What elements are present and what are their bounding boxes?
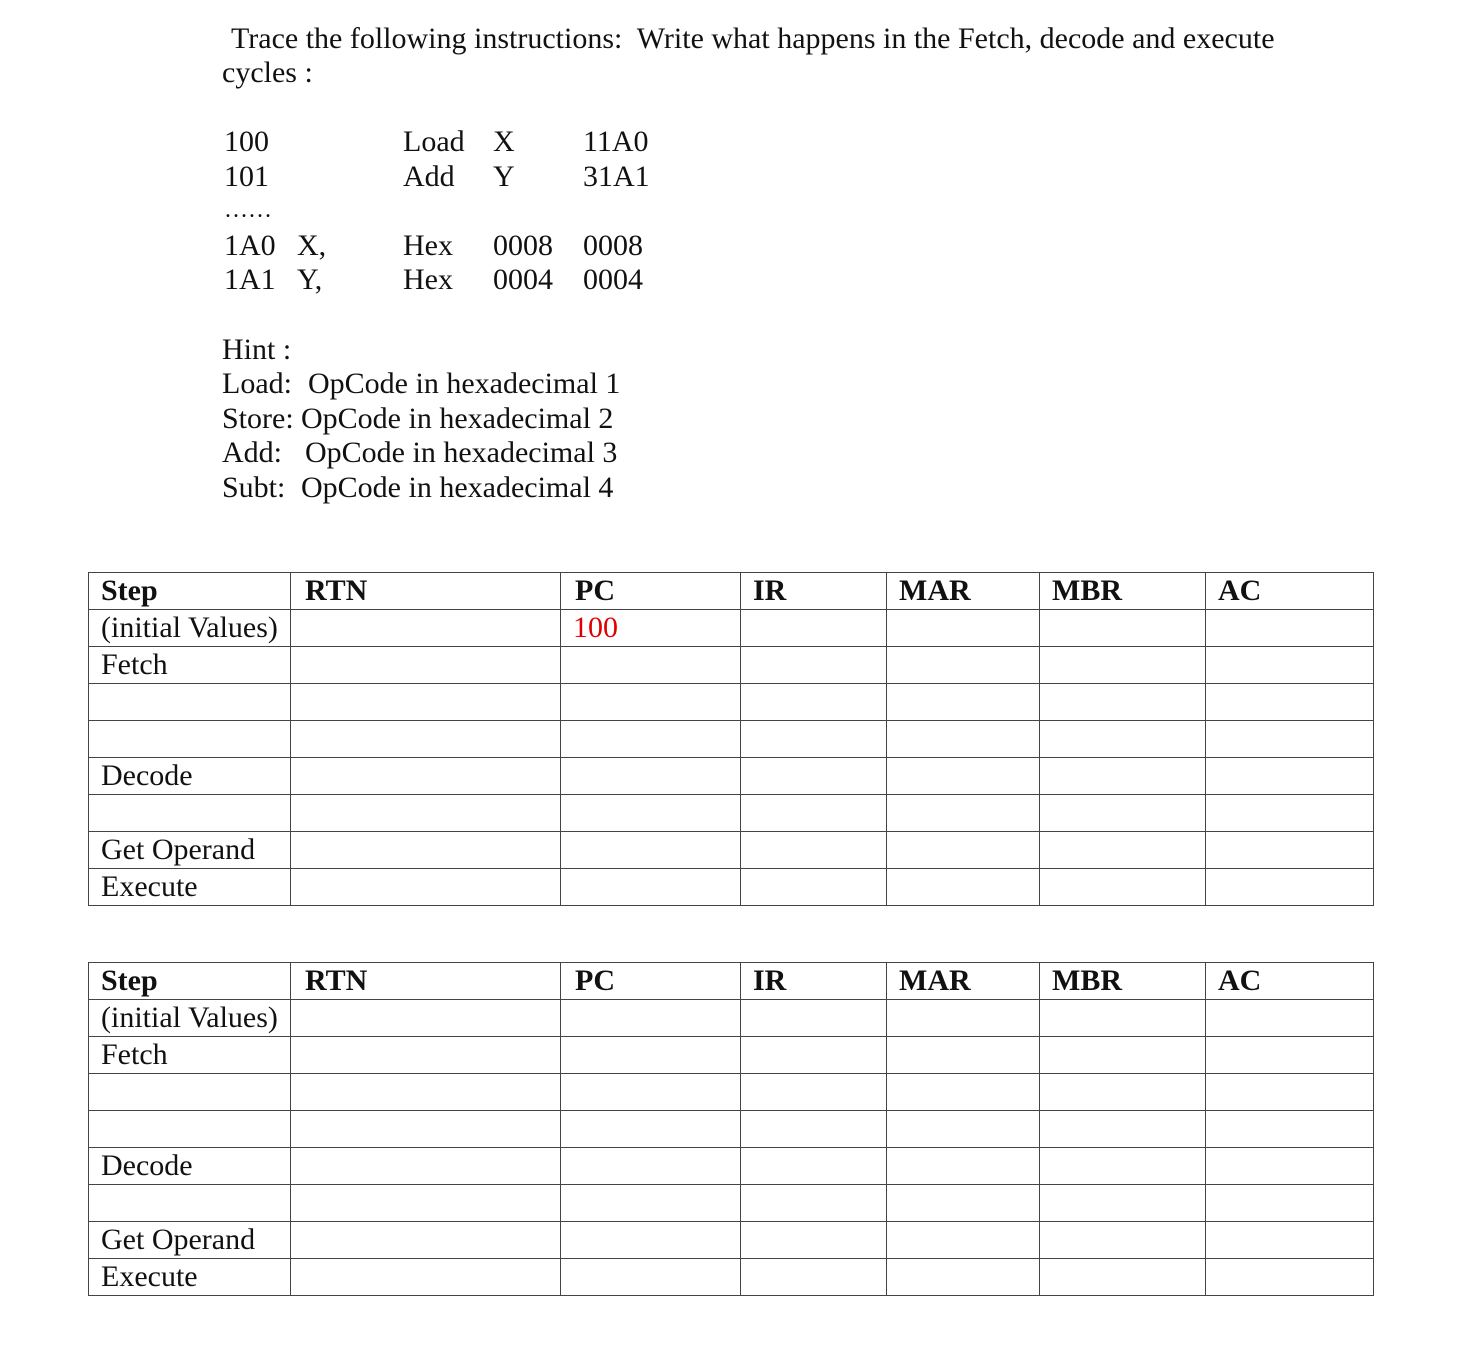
rtn-cell[interactable] (291, 1074, 561, 1111)
pc-cell[interactable] (561, 869, 741, 906)
table-row (89, 1037, 1374, 1074)
table-row (89, 869, 1374, 906)
hint-add-name: Add: (222, 436, 282, 469)
step-label: (initial Values) (89, 1000, 291, 1037)
mbr-cell[interactable] (1040, 869, 1206, 906)
data-label: Y, (297, 263, 323, 296)
ac-cell[interactable] (1206, 758, 1374, 795)
rtn-cell[interactable] (291, 684, 561, 721)
ac-cell[interactable] (1206, 684, 1374, 721)
hint-load-text: OpCode in hexadecimal 1 (308, 367, 621, 400)
mbr-cell[interactable] (1040, 1148, 1206, 1185)
ir-cell[interactable] (741, 795, 887, 832)
table-row (89, 832, 1374, 869)
step-label: Execute (89, 1259, 291, 1296)
data-code: 0008 (583, 229, 643, 262)
rtn-cell[interactable] (291, 795, 561, 832)
table-row (89, 684, 1374, 721)
program-ellipsis: …… (224, 197, 272, 223)
mbr-cell[interactable] (1040, 647, 1206, 684)
table-row (89, 1259, 1374, 1296)
step-label (89, 1185, 291, 1222)
pc-cell[interactable] (561, 795, 741, 832)
table-row (89, 1222, 1374, 1259)
col-header-rtn: RTN (291, 573, 561, 610)
hint-store-name: Store: (222, 402, 294, 435)
ir-cell[interactable] (741, 832, 887, 869)
ir-cell[interactable] (741, 684, 887, 721)
step-label: Decode (89, 1148, 291, 1185)
step-label (89, 1111, 291, 1148)
ac-cell[interactable] (1206, 1259, 1374, 1296)
mar-cell[interactable] (887, 610, 1040, 647)
step-label (89, 684, 291, 721)
ir-cell[interactable] (741, 1259, 887, 1296)
mar-cell[interactable] (887, 684, 1040, 721)
mar-cell[interactable] (887, 1259, 1040, 1296)
mar-cell[interactable] (887, 758, 1040, 795)
pc-cell[interactable] (561, 1000, 741, 1037)
step-label (89, 721, 291, 758)
hint-add-text: OpCode in hexadecimal 3 (305, 436, 618, 469)
ir-cell[interactable] (741, 1222, 887, 1259)
step-label (89, 1074, 291, 1111)
ir-cell[interactable] (741, 1037, 887, 1074)
rtn-cell[interactable] (291, 721, 561, 758)
ir-cell[interactable] (741, 610, 887, 647)
table-header-row (89, 963, 1374, 1000)
data-code: 0004 (583, 263, 643, 296)
pc-cell[interactable] (561, 721, 741, 758)
mbr-cell[interactable] (1040, 1185, 1206, 1222)
hint-subt-text: OpCode in hexadecimal 4 (301, 471, 614, 504)
mbr-cell[interactable] (1040, 1000, 1206, 1037)
ac-cell[interactable] (1206, 1037, 1374, 1074)
table-row (89, 758, 1374, 795)
col-header-ac: AC (1206, 963, 1374, 1000)
table-row (89, 1111, 1374, 1148)
col-header-ir: IR (741, 963, 887, 1000)
col-header-mar: MAR (887, 963, 1040, 1000)
rtn-cell[interactable] (291, 647, 561, 684)
col-header-ac: AC (1206, 573, 1374, 610)
program-code: 11A0 (583, 125, 649, 158)
ac-cell[interactable] (1206, 610, 1374, 647)
instructions-heading-line2: cycles : (222, 56, 313, 89)
table-row (89, 610, 1374, 647)
mar-cell[interactable] (887, 869, 1040, 906)
trace-table-1 (88, 572, 1374, 906)
mar-cell[interactable] (887, 1222, 1040, 1259)
col-header-step: Step (89, 963, 291, 1000)
col-header-rtn: RTN (291, 963, 561, 1000)
col-header-mar: MAR (887, 573, 1040, 610)
step-label: Fetch (89, 647, 291, 684)
mbr-cell[interactable] (1040, 795, 1206, 832)
rtn-cell[interactable] (291, 1148, 561, 1185)
ir-cell[interactable] (741, 758, 887, 795)
ac-cell[interactable] (1206, 1185, 1374, 1222)
ir-cell[interactable] (741, 1148, 887, 1185)
data-addr: 1A1 (224, 263, 276, 296)
table-row (89, 1000, 1374, 1037)
program-code: 31A1 (583, 160, 650, 193)
pc-cell[interactable] (561, 1185, 741, 1222)
mbr-cell[interactable] (1040, 1111, 1206, 1148)
rtn-cell[interactable] (291, 832, 561, 869)
ac-cell[interactable] (1206, 869, 1374, 906)
mbr-cell[interactable] (1040, 1074, 1206, 1111)
ir-cell[interactable] (741, 1000, 887, 1037)
program-addr: 101 (224, 160, 269, 193)
ir-cell[interactable] (741, 647, 887, 684)
rtn-cell[interactable] (291, 1259, 561, 1296)
col-header-mbr: MBR (1040, 573, 1206, 610)
ac-cell[interactable] (1206, 721, 1374, 758)
pc-cell[interactable] (561, 1074, 741, 1111)
data-type: Hex (403, 263, 453, 296)
step-label: Get Operand (89, 1222, 291, 1259)
pc-cell[interactable] (561, 647, 741, 684)
pc-cell[interactable] (561, 1037, 741, 1074)
ir-cell[interactable] (741, 869, 887, 906)
mar-cell[interactable] (887, 1111, 1040, 1148)
pc-cell[interactable] (561, 684, 741, 721)
mar-cell[interactable] (887, 832, 1040, 869)
mar-cell[interactable] (887, 721, 1040, 758)
step-label: Fetch (89, 1037, 291, 1074)
pc-cell[interactable] (561, 1222, 741, 1259)
rtn-cell[interactable] (291, 758, 561, 795)
trace-table-2 (88, 962, 1374, 1296)
ac-cell[interactable] (1206, 1222, 1374, 1259)
table-header-row (89, 573, 1374, 610)
col-header-mbr: MBR (1040, 963, 1206, 1000)
ac-cell[interactable] (1206, 832, 1374, 869)
rtn-cell[interactable] (291, 1000, 561, 1037)
col-header-pc: PC (561, 573, 741, 610)
rtn-cell[interactable] (291, 1037, 561, 1074)
rtn-cell[interactable] (291, 610, 561, 647)
mbr-cell[interactable] (1040, 684, 1206, 721)
ir-cell[interactable] (741, 1185, 887, 1222)
program-operand: Y (493, 160, 515, 193)
ac-cell[interactable] (1206, 1000, 1374, 1037)
col-header-ir: IR (741, 573, 887, 610)
data-label: X, (297, 229, 327, 262)
mar-cell[interactable] (887, 1000, 1040, 1037)
data-addr: 1A0 (224, 229, 276, 262)
step-label: Execute (89, 869, 291, 906)
mar-cell[interactable] (887, 1037, 1040, 1074)
ac-cell[interactable] (1206, 1074, 1374, 1111)
rtn-cell[interactable] (291, 1111, 561, 1148)
ir-cell[interactable] (741, 1074, 887, 1111)
hint-subt-name: Subt: (222, 471, 286, 504)
mbr-cell[interactable] (1040, 758, 1206, 795)
table-row (89, 795, 1374, 832)
step-label (89, 795, 291, 832)
ac-cell[interactable] (1206, 647, 1374, 684)
program-op: Add (403, 160, 455, 193)
hint-load-name: Load: (222, 367, 292, 400)
pc-cell[interactable] (561, 758, 741, 795)
data-value: 0004 (493, 263, 553, 296)
data-type: Hex (403, 229, 453, 262)
ir-cell[interactable] (741, 1111, 887, 1148)
pc-cell[interactable] (561, 1148, 741, 1185)
instructions-heading-line1: Trace the following instructions: Write what happens in the Fetch, decode and execute (231, 22, 1275, 55)
hint-store-text: OpCode in hexadecimal 2 (301, 402, 614, 435)
pc-cell[interactable] (561, 832, 741, 869)
step-label: Decode (89, 758, 291, 795)
col-header-pc: PC (561, 963, 741, 1000)
table-row (89, 1148, 1374, 1185)
pc-initial-value[interactable]: 100 (561, 610, 741, 647)
mar-cell[interactable] (887, 1185, 1040, 1222)
mar-cell[interactable] (887, 1148, 1040, 1185)
mbr-cell[interactable] (1040, 721, 1206, 758)
mbr-cell[interactable] (1040, 1259, 1206, 1296)
pc-cell[interactable] (561, 1111, 741, 1148)
rtn-cell[interactable] (291, 1222, 561, 1259)
mar-cell[interactable] (887, 647, 1040, 684)
hint-title: Hint : (222, 333, 292, 366)
mbr-cell[interactable] (1040, 1222, 1206, 1259)
step-label: (initial Values) (89, 610, 291, 647)
data-value: 0008 (493, 229, 553, 262)
mar-cell[interactable] (887, 795, 1040, 832)
table-row (89, 1074, 1374, 1111)
ac-cell[interactable] (1206, 1148, 1374, 1185)
program-op: Load (403, 125, 465, 158)
ac-cell[interactable] (1206, 1111, 1374, 1148)
rtn-cell[interactable] (291, 869, 561, 906)
rtn-cell[interactable] (291, 1185, 561, 1222)
ir-cell[interactable] (741, 721, 887, 758)
table-row (89, 721, 1374, 758)
mbr-cell[interactable] (1040, 1037, 1206, 1074)
mbr-cell[interactable] (1040, 832, 1206, 869)
table-row (89, 647, 1374, 684)
program-operand: X (493, 125, 515, 158)
mbr-cell[interactable] (1040, 610, 1206, 647)
pc-cell[interactable] (561, 1259, 741, 1296)
program-addr: 100 (224, 125, 269, 158)
step-label: Get Operand (89, 832, 291, 869)
table-row (89, 1185, 1374, 1222)
col-header-step: Step (89, 573, 291, 610)
ac-cell[interactable] (1206, 795, 1374, 832)
mar-cell[interactable] (887, 1074, 1040, 1111)
